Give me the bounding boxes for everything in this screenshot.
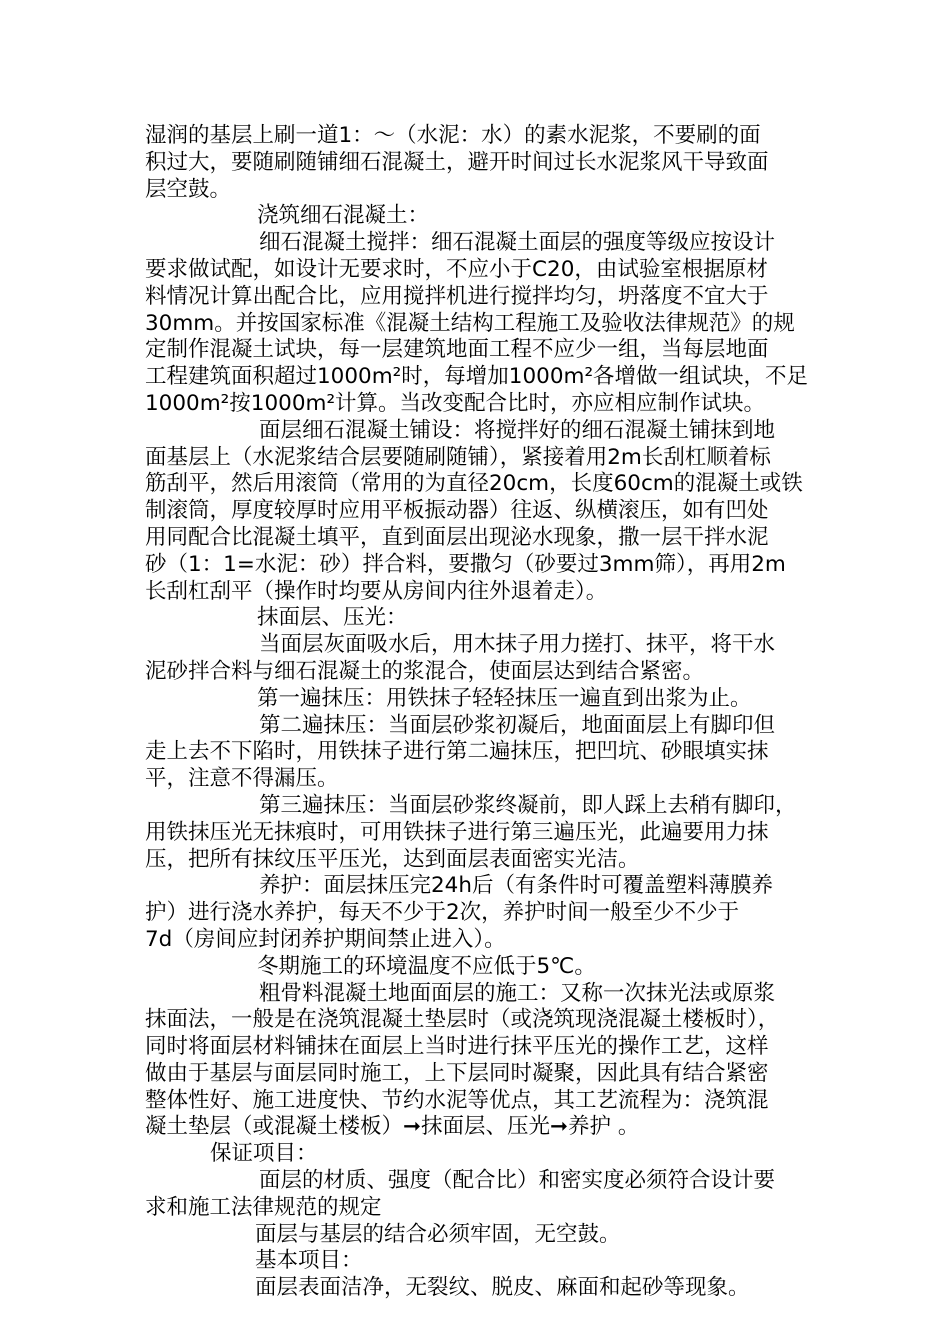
text-line: 走上去不下陷时，用铁抹子进行第二遍抹压，把凹坑、砂眼填实抹 [145,739,769,765]
text-line: 湿润的基层上刷一道1：～（水泥：水）的素水泥浆，不要刷的面 [145,123,761,148]
text-line: 面基层上（水泥浆结合层要随刷随铺），紧接着用2m长刮杠顺着标 [145,444,771,470]
text-line: 粗骨料混凝土地面面层的施工：又称一次抹光法或原浆 [259,980,776,1006]
text-line: 基本项目： [255,1248,363,1274]
text-line: 筋刮平，然后用滚筒（常用的为直径20cm，长度60cm的混凝土或铁 [145,471,803,497]
text-line: 平，注意不得漏压。 [145,766,339,792]
text-line: 整体性好、施工进度快、节约水泥等优点，其工艺流程为：浇筑混 [145,1087,769,1113]
text-line: 积过大，要随刷随铺细石混凝土，避开时间过长水泥浆风干导致面 [145,149,769,175]
text-line: 第二遍抹压：当面层砂浆初凝后，地面面层上有脚印但 [259,712,776,738]
text-line: 求和施工法律规范的规定 [145,1194,382,1220]
text-line: 做由于基层与面层同时施工，上下层同时凝聚，因此具有结合紧密 [145,1060,769,1086]
text-line: 第一遍抹压：用铁抹子轻轻抹压一遍直到出浆为止。 [257,685,752,711]
text-line: 养护：面层抹压完24h后（有条件时可覆盖塑料薄膜养 [259,873,773,899]
text-line: 浇筑细石混凝土： [257,203,430,229]
text-line: 同时将面层材料铺抹在面层上当时进行抹平压光的操作工艺，这样 [145,1034,769,1060]
text-line: 1000m²按1000m²计算。当改变配合比时，亦应相应制作试块。 [145,390,766,416]
text-line: 面层与基层的结合必须牢固，无空鼓。 [255,1221,621,1247]
text-line: 砂（1：1=水泥：砂）拌合料，要撒匀（砂要过3mm筛），再用2m [145,551,786,577]
text-line: 工程建筑面积超过1000m²时，每增加1000m²各增做一组试块，不足 [145,364,809,390]
text-line: 当面层灰面吸水后，用木抹子用力搓打、抹平，将干水 [259,632,776,658]
document-body [145,123,813,1302]
text-line: 料情况计算出配合比，应用搅拌机进行搅拌均匀，坍落度不宜大于 [145,283,769,309]
text-line: 要求做试配，如设计无要求时，不应小于C20，由试验室根据原材 [145,256,768,282]
text-line: 细石混凝土搅拌：细石混凝土面层的强度等级应按设计 [259,230,776,256]
text-line: 抹面法，一般是在浇筑混凝土垫层时（或浇筑现浇混凝土楼板时）， [145,1007,780,1033]
text-line: 面层表面洁净，无裂纹、脱皮、麻面和起砂等现象。 [255,1275,750,1301]
text-line: 用铁抹压光无抹痕时，可用铁抹子进行第三遍压光，此遍要用力抹 [145,819,769,845]
text-line: 定制作混凝土试块，每一层建筑地面工程不应少一组，当每层地面 [145,337,769,363]
text-line: 抹面层、压光： [257,605,408,631]
text-line: 30mm。并按国家标准《混凝土结构工程施工及验收法律规范》的规 [145,310,795,336]
text-line: 护）进行浇水养护，每天不少于2次，养护时间一般至少不少于 [145,900,740,926]
text-line: 压，把所有抹纹压平压光，达到面层表面密实光洁。 [145,846,640,872]
text-line: 泥砂拌合料与细石混凝土的浆混合，使面层达到结合紧密。 [145,658,705,684]
text-line: 面层细石混凝土铺设：将搅拌好的细石混凝土铺抹到地 [259,417,776,443]
text-line: 面层的材质、强度（配合比）和密实度必须符合设计要 [259,1168,776,1194]
text-line: 用同配合比混凝土填平，直到面层出现泌水现象，撒一层干拌水泥 [145,524,769,550]
text-line: 层空鼓。 [145,176,232,202]
text-line: 保证项目： [210,1141,318,1167]
text-line: 第三遍抹压：当面层砂浆终凝前，即人踩上去稍有脚印， [259,792,797,818]
text-line: 7d（房间应封闭养护期间禁止进入）。 [145,926,506,952]
text-line: 制滚筒，厚度较厚时应用平板振动器）往返、纵横滚压，如有凹处 [145,498,769,524]
text-line: 冬期施工的环境温度不应低于5℃。 [257,953,596,979]
text-line: 长刮杠刮平（操作时均要从房间内往外退着走）。 [145,578,608,604]
text-line: 凝土垫层（或混凝土楼板）➞抹面层、压光➞养护 。 [145,1114,640,1140]
